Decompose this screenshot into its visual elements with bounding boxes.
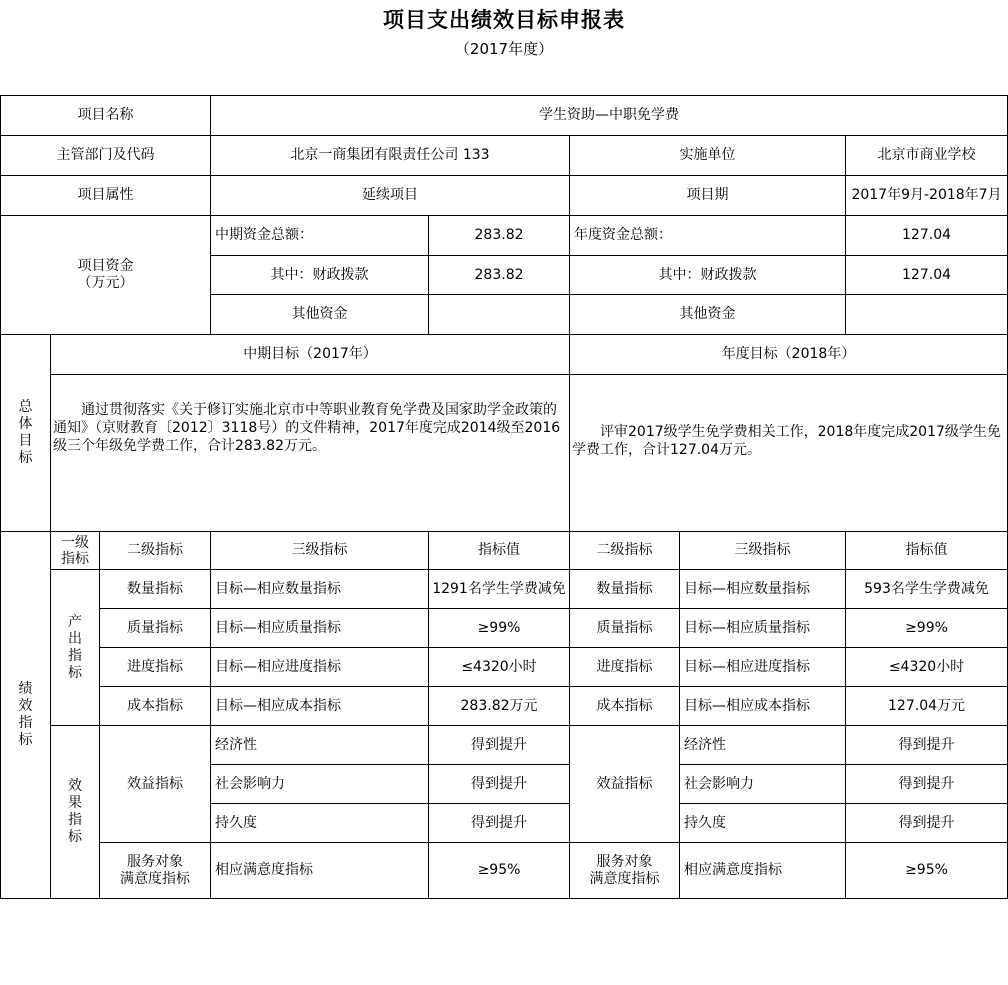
output-value-b: 593名学生学费减免 [846, 570, 1008, 609]
project-name-label: 项目名称 [1, 96, 211, 136]
level3-header-b: 三级指标 [680, 532, 846, 570]
output-l3: 目标—相应进度指标 [211, 648, 429, 687]
level3-header: 三级指标 [211, 532, 429, 570]
performance-goal-table [0, 95, 1008, 899]
output-value-b: ≥99% [846, 609, 1008, 648]
output-value: 1291名学生学费减免 [429, 570, 570, 609]
output-l2-b: 质量指标 [570, 609, 680, 648]
output-l3: 目标—相应成本指标 [211, 687, 429, 726]
level1-header: 一级 指标 [51, 532, 100, 570]
year-other-value [846, 295, 1008, 335]
dept-label: 主管部门及代码 [1, 136, 211, 176]
level2-header: 二级指标 [100, 532, 211, 570]
mid-fiscal-value: 283.82 [429, 256, 570, 295]
year-goal-text: 评审2017级学生免学费相关工作，2018年度完成2017级学生免学费工作，合计127.04万元。 [570, 375, 1008, 532]
benefit-l3-b: 经济性 [680, 726, 846, 765]
output-l3-b: 目标—相应质量指标 [680, 609, 846, 648]
output-l3-b: 目标—相应成本指标 [680, 687, 846, 726]
funds-label [1, 216, 211, 335]
output-value-b: 127.04万元 [846, 687, 1008, 726]
benefit-value: 得到提升 [429, 765, 570, 804]
service-l3-b: 相应满意度指标 [680, 843, 846, 899]
benefit-value-b: 得到提升 [846, 726, 1008, 765]
service-value: ≥95% [429, 843, 570, 899]
project-attr-value: 延续项目 [211, 176, 570, 216]
benefit-l3: 经济性 [211, 726, 429, 765]
mid-total-value: 283.82 [429, 216, 570, 256]
output-value: ≥99% [429, 609, 570, 648]
benefit-l3-b: 持久度 [680, 804, 846, 843]
output-l3: 目标—相应数量指标 [211, 570, 429, 609]
overall-goal-label: 总 体 目 标 [1, 335, 51, 532]
project-name-value: 学生资助—中职免学费 [211, 96, 1008, 136]
output-l3-b: 目标—相应进度指标 [680, 648, 846, 687]
year-total-value: 127.04 [846, 216, 1008, 256]
service-value-b: ≥95% [846, 843, 1008, 899]
benefit-l3: 社会影响力 [211, 765, 429, 804]
value-header: 指标值 [429, 532, 570, 570]
funds-label-line2: （万元） [77, 275, 134, 291]
benefit-value: 得到提升 [429, 804, 570, 843]
benefit-l3: 持久度 [211, 804, 429, 843]
project-attr-label: 项目属性 [1, 176, 211, 216]
mid-other-value [429, 295, 570, 335]
output-l2-b: 数量指标 [570, 570, 680, 609]
benefit-l2-b: 效益指标 [570, 726, 680, 843]
project-period-label: 项目期 [570, 176, 846, 216]
year-goal-header: 年度目标（2018年） [570, 335, 1008, 375]
output-indicator-label: 产 出 指 标 [51, 570, 100, 726]
dept-value: 北京一商集团有限责任公司 133 [211, 136, 570, 176]
benefit-value-b: 得到提升 [846, 765, 1008, 804]
mid-goal-header: 中期目标（2017年） [51, 335, 570, 375]
year-fiscal-label: 其中：财政拨款 [570, 256, 846, 295]
page-title: 项目支出绩效目标申报表 [383, 8, 625, 32]
output-value: 283.82万元 [429, 687, 570, 726]
mid-other-label: 其他资金 [211, 295, 429, 335]
output-value-b: ≤4320小时 [846, 648, 1008, 687]
output-l2-b: 进度指标 [570, 648, 680, 687]
project-period-value: 2017年9月-2018年7月 [846, 176, 1008, 216]
service-l2-b: 服务对象 满意度指标 [570, 843, 680, 899]
performance-label: 绩 效 指 标 [1, 532, 51, 899]
output-value: ≤4320小时 [429, 648, 570, 687]
value-header-b: 指标值 [846, 532, 1008, 570]
output-l2: 成本指标 [100, 687, 211, 726]
impl-unit-label: 实施单位 [570, 136, 846, 176]
output-l2-b: 成本指标 [570, 687, 680, 726]
output-l3: 目标—相应质量指标 [211, 609, 429, 648]
benefit-l3-b: 社会影响力 [680, 765, 846, 804]
output-l2: 进度指标 [100, 648, 211, 687]
year-total-label: 年度资金总额： [570, 216, 846, 256]
effect-indicator-label: 效 果 指 标 [51, 726, 100, 899]
output-l2: 质量指标 [100, 609, 211, 648]
funds-label-line1: 项目资金 [77, 258, 134, 274]
impl-unit-value: 北京市商业学校 [846, 136, 1008, 176]
service-l2: 服务对象 满意度指标 [100, 843, 211, 899]
level2-header-b: 二级指标 [570, 532, 680, 570]
output-l3-b: 目标—相应数量指标 [680, 570, 846, 609]
year-fiscal-value: 127.04 [846, 256, 1008, 295]
service-l3: 相应满意度指标 [211, 843, 429, 899]
benefit-value: 得到提升 [429, 726, 570, 765]
mid-total-label: 中期资金总额： [211, 216, 429, 256]
mid-goal-text: 通过贯彻落实《关于修订实施北京市中等职业教育免学费及国家助学金政策的通知》（京财教育〔2012〕3118号）的文件精神，2017年度完成2014级至2016级三个年级免学费工作，合计283.82万元。 [51, 375, 570, 532]
output-l2: 数量指标 [100, 570, 211, 609]
benefit-l2: 效益指标 [100, 726, 211, 843]
year-other-label: 其他资金 [570, 295, 846, 335]
page-subtitle: （2017年度） [454, 40, 554, 58]
mid-fiscal-label: 其中：财政拨款 [211, 256, 429, 295]
benefit-value-b: 得到提升 [846, 804, 1008, 843]
